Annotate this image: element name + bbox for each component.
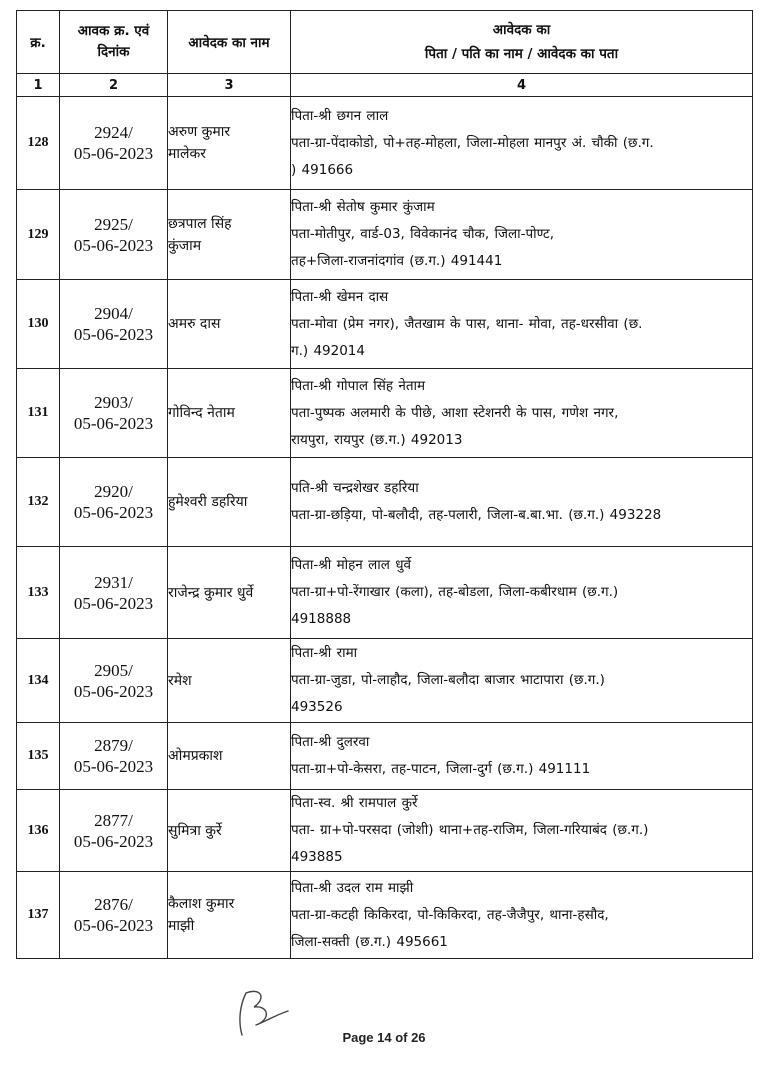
parent-name: पिता-श्री रामा <box>291 645 358 661</box>
applicant-name <box>168 458 291 547</box>
table-row <box>17 458 753 547</box>
inward-number-date <box>60 458 168 547</box>
parent-and-address <box>291 790 753 872</box>
applicant-name-line: अरुण कुमार <box>168 124 231 140</box>
serial-number: 130 <box>17 280 60 369</box>
address-line: ग.) 492014 <box>291 342 365 359</box>
inward-number: 2905/ <box>94 660 133 680</box>
table-row <box>17 369 753 458</box>
parent-and-address <box>291 639 753 723</box>
serial-number: 131 <box>17 369 60 458</box>
header-parent-address: आवेदक का पिता / पति का नाम / आवेदक का पता <box>291 11 753 74</box>
inward-date: 05-06-2023 <box>73 503 154 522</box>
applicant-register-table <box>16 10 753 959</box>
table-row <box>17 190 753 280</box>
parent-name: पिता-श्री सेतोष कुमार कुंजाम <box>291 199 435 215</box>
address-line: पता-ग्रा-कटही किकिरदा, पो-किकिरदा, तह-जैजैपुर, थाना-हसौद, <box>291 906 609 923</box>
address-line: 493526 <box>291 699 343 715</box>
serial-number: 129 <box>17 190 60 280</box>
address-line: जिला-सक्ती (छ.ग.) 495661 <box>291 933 448 950</box>
address-line: पता-पुष्पक अलमारी के पीछे, आशा स्टेशनरी के पास, गणेश नगर, <box>291 404 619 421</box>
header-applicant-name: आवेदक का नाम <box>168 11 291 74</box>
header-inward-date: आवक क्र. एवं दिनांक <box>60 11 168 74</box>
inward-number: 2876/ <box>94 895 133 914</box>
column-number: 3 <box>168 74 291 97</box>
address-line: रायपुरा, रायपुर (छ.ग.) 492013 <box>291 431 463 448</box>
inward-date: 05-06-2023 <box>73 757 154 776</box>
parent-and-address <box>291 458 753 547</box>
applicant-name <box>168 723 291 790</box>
applicant-name-line: अमरु दास <box>168 316 221 332</box>
applicant-name <box>168 547 291 639</box>
column-number: 1 <box>17 74 60 97</box>
inward-number: 2925/ <box>94 214 133 234</box>
applicant-name-line: राजेन्द्र कुमार धुर्वे <box>168 584 254 601</box>
applicant-name <box>168 790 291 872</box>
inward-number: 2924/ <box>94 123 133 142</box>
applicant-name-line: छत्रपाल सिंह <box>168 215 232 232</box>
serial-number: 133 <box>17 547 60 639</box>
address-line: तह+जिला-राजनांदगांव (छ.ग.) 491441 <box>291 253 503 269</box>
table-row <box>17 723 753 790</box>
table-row <box>17 97 753 190</box>
address-line: पता-मोतीपुर, वार्ड-03, विवेकानंद चौक, जिला-पोण्ट, <box>291 226 555 242</box>
parent-name: पिता-श्री छगन लाल <box>291 107 389 124</box>
table-row <box>17 639 753 723</box>
serial-number: 135 <box>17 723 60 790</box>
serial-number: 132 <box>17 458 60 547</box>
parent-name: पिता-श्री उदल राम माझी <box>291 879 414 896</box>
address-line: पता-ग्रा-छड़िया, पो-बलौदी, तह-पलारी, जिला-ब.बा.भा. (छ.ग.) 493228 <box>291 507 662 523</box>
table-row <box>17 547 753 639</box>
applicant-name-line: मालेकर <box>168 146 206 162</box>
inward-date: 05-06-2023 <box>73 593 154 613</box>
applicant-name <box>168 872 291 959</box>
header-serial: क्र. <box>17 11 60 74</box>
inward-number-date <box>60 97 168 190</box>
applicant-name <box>168 280 291 369</box>
table-row <box>17 790 753 872</box>
address-line: 4918888 <box>291 611 352 627</box>
inward-number-date <box>60 369 168 458</box>
inward-number: 2879/ <box>94 736 133 755</box>
inward-number-date <box>60 790 168 872</box>
inward-date: 05-06-2023 <box>73 831 154 851</box>
applicant-name-line: ओमप्रकाश <box>168 748 223 764</box>
applicant-name-line: माझी <box>168 918 195 934</box>
applicant-name <box>168 369 291 458</box>
inward-number-date <box>60 547 168 639</box>
serial-number: 136 <box>17 790 60 872</box>
applicant-name <box>168 639 291 723</box>
inward-date: 05-06-2023 <box>73 414 154 433</box>
parent-and-address <box>291 723 753 790</box>
column-number: 4 <box>291 74 753 97</box>
address-line: पता-मोवा (प्रेम नगर), जैतखाम के पास, थाना- मोवा, तह-धरसीवा (छ. <box>291 315 643 332</box>
column-number-row <box>17 74 753 97</box>
serial-number: 128 <box>17 97 60 190</box>
parent-name: पिता-स्व. श्री रामपाल कुर्रे <box>291 795 418 811</box>
parent-name: पिता-श्री दुलरवा <box>291 734 370 750</box>
applicant-name-line: कुंजाम <box>168 237 202 254</box>
applicant-name-line: कैलाश कुमार <box>168 896 235 912</box>
address-line: पता-ग्रा+पो-केसरा, तह-पाटन, जिला-दुर्ग (छ.ग.) 491111 <box>291 761 591 777</box>
inward-number-date <box>60 872 168 959</box>
table-row <box>17 872 753 959</box>
applicant-name-line: रमेश <box>168 672 192 689</box>
parent-and-address <box>291 190 753 280</box>
inward-number: 2920/ <box>94 482 133 501</box>
inward-date: 05-06-2023 <box>73 235 154 255</box>
applicant-name <box>168 190 291 280</box>
parent-and-address <box>291 280 753 369</box>
inward-number: 2904/ <box>94 304 133 323</box>
parent-and-address <box>291 369 753 458</box>
inward-number-date <box>60 190 168 280</box>
inward-number: 2903/ <box>94 393 133 412</box>
parent-and-address <box>291 547 753 639</box>
table-header-row <box>17 11 753 74</box>
parent-and-address <box>291 97 753 190</box>
parent-and-address <box>291 872 753 959</box>
inward-date: 05-06-2023 <box>73 325 154 344</box>
inward-date: 05-06-2023 <box>73 916 154 935</box>
applicant-name-line: गोविन्द नेताम <box>168 405 235 421</box>
applicant-name-line: सुमित्रा कुर्रे <box>168 822 222 839</box>
parent-name: पति-श्री चन्द्रशेखर डहरिया <box>291 480 419 496</box>
address-line: पता- ग्रा+पो-परसदा (जोशी) थाना+तह-राजिम, जिला-गरियाबंद (छ.ग.) <box>291 822 649 838</box>
address-line: पता-ग्रा+पो-रेंगाखार (कला), तह-बोडला, जिला-कबीरधाम (छ.ग.) <box>291 584 619 600</box>
parent-name: पिता-श्री मोहन लाल धुर्वे <box>291 557 411 573</box>
inward-number-date <box>60 639 168 723</box>
address-line: पता-ग्रा-पेंदाकोडो, पो+तह-मोहला, जिला-मोहला मानपुर अं. चौकी (छ.ग. <box>291 134 654 151</box>
inward-number: 2877/ <box>94 810 133 830</box>
inward-date: 05-06-2023 <box>73 681 154 701</box>
table-row <box>17 280 753 369</box>
inward-number: 2931/ <box>94 572 133 592</box>
address-line: पता-ग्रा-जुडा, पो-लाहौद, जिला-बलौदा बाजार भाटापारा (छ.ग.) <box>291 672 605 688</box>
applicant-name-line: हुमेश्वरी डहरिया <box>168 494 248 510</box>
address-line: ) 491666 <box>291 161 354 178</box>
parent-name: पिता-श्री गोपाल सिंह नेताम <box>291 377 426 394</box>
serial-number: 137 <box>17 872 60 959</box>
parent-name: पिता-श्री खेमन दास <box>291 288 389 305</box>
applicant-name <box>168 97 291 190</box>
column-number: 2 <box>60 74 168 97</box>
inward-number-date <box>60 280 168 369</box>
page-number: Page 14 of 26 <box>342 1030 426 1045</box>
inward-number-date <box>60 723 168 790</box>
inward-date: 05-06-2023 <box>73 144 154 163</box>
address-line: 493885 <box>291 849 343 865</box>
serial-number: 134 <box>17 639 60 723</box>
